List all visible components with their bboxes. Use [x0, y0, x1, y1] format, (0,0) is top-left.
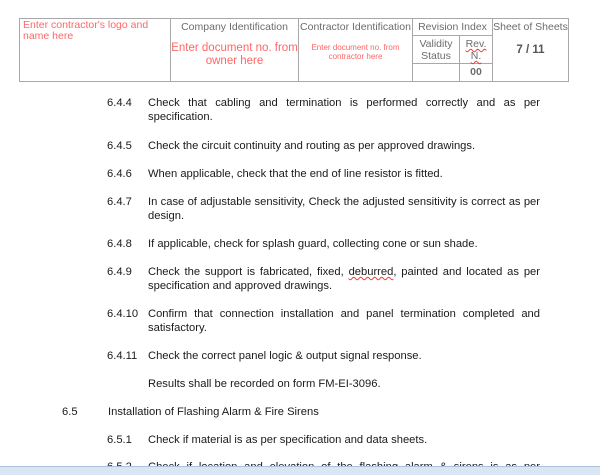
contractor-document-number-placeholder: Enter document no. from contractor here [311, 43, 400, 61]
revision-index-label: Revision Index [418, 21, 487, 33]
item-text-part: Check the support is fabricated, fixed, [148, 266, 349, 278]
sheet-of-sheets-cell [493, 19, 569, 82]
item-number: 6.4.4 [107, 97, 132, 109]
contractor-identification-cell[interactable] [299, 19, 413, 82]
rev-number-header [460, 36, 493, 64]
item-text [148, 265, 540, 293]
revision-index-header [413, 19, 493, 36]
company-identification-label: Company Identification [181, 21, 288, 33]
rev-number-value-cell[interactable] [460, 64, 493, 82]
validity-status-header [413, 36, 460, 64]
item-text: In case of adjustable sensitivity, Check the adjusted sensitivity is correct as per design. [148, 196, 540, 222]
results-note-text: Results shall be recorded on form FM-EI-3096. [148, 378, 381, 390]
item-text: Check the circuit continuity and routing as per approved drawings. [148, 140, 476, 152]
logo-placeholder: Enter contractor's logo and name here [23, 19, 149, 42]
item-text: Check if material is as per specification and data sheets. [148, 434, 428, 446]
sheet-number-value: 7 / 11 [516, 44, 545, 56]
item-text-part: , painted and located as per specification and approved drawings. [148, 266, 540, 292]
validity-status-value-cell[interactable] [413, 64, 460, 82]
rev-number-value: 00 [470, 66, 482, 78]
item-number: 6.4.11 [107, 350, 138, 362]
item-number: 6.4.9 [107, 266, 132, 278]
sheet-of-sheets-label: Sheet of Sheets [493, 21, 568, 33]
item-number: 6.4.10 [107, 308, 139, 320]
item-text: Confirm that connection installation and panel termination completed and satisfactory. [148, 308, 540, 334]
contractor-logo-cell[interactable] [20, 19, 171, 82]
item-number: 6.4.6 [107, 168, 132, 180]
rev-number-label: Rev. N. [465, 38, 487, 62]
section-title: Installation of Flashing Alarm & Fire Sirens [108, 406, 319, 418]
item-number: 6.4.7 [107, 196, 132, 208]
company-identification-cell[interactable] [171, 19, 299, 82]
section-number: 6.5 [62, 406, 78, 418]
item-text: When applicable, check that the end of line resistor is fitted. [148, 168, 443, 180]
item-number: 6.4.5 [107, 140, 132, 152]
item-text: If applicable, check for splash guard, collecting cone or sun shade. [148, 238, 478, 250]
owner-document-number-placeholder: Enter document no. from owner here [171, 42, 298, 67]
item-text: Check that cabling and termination is performed correctly and as per specification. [148, 97, 540, 123]
contractor-identification-label: Contractor Identification [300, 21, 411, 33]
document-header-table [19, 18, 569, 82]
item-number: 6.5.1 [107, 434, 132, 446]
item-text: Check the correct panel logic & output signal response. [148, 350, 422, 362]
item-number: 6.4.8 [107, 238, 132, 250]
spellcheck-flagged-word[interactable]: deburred [348, 266, 394, 278]
validity-status-label: Validity Status [419, 38, 453, 62]
